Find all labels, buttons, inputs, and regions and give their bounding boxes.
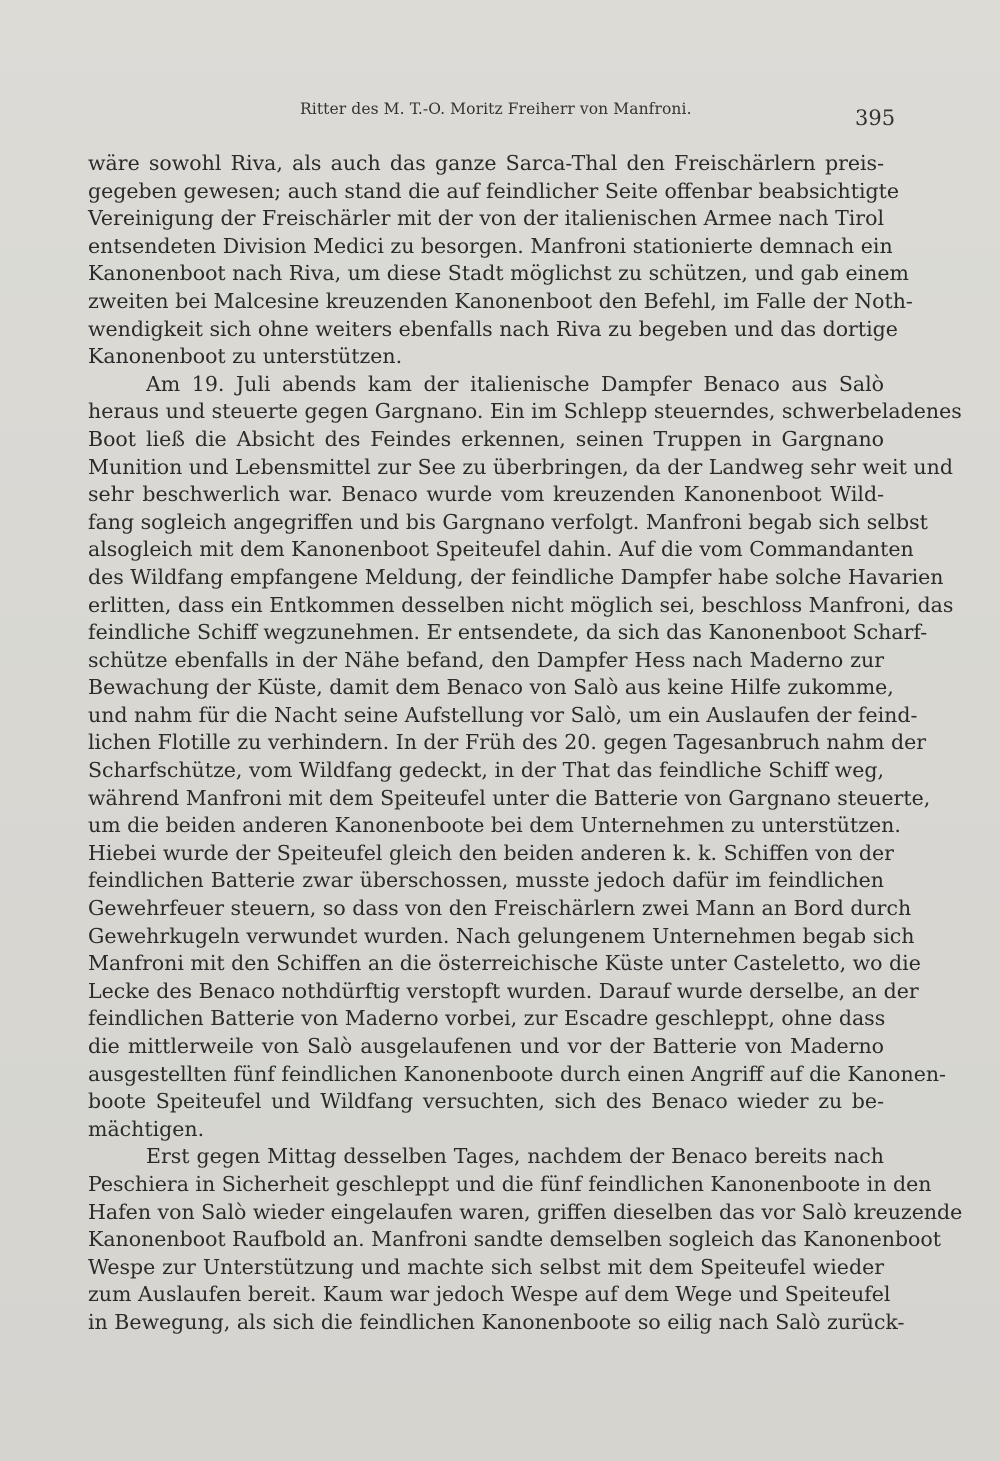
text-line: Kanonenboot nach Riva, um diese Stadt möglichst zu schützen, und gab einem	[88, 261, 909, 286]
text-line: feindliche Schiff wegzunehmen. Er entsendete, da sich das Kanonenboot Scharf-	[88, 620, 928, 645]
body-text	[88, 150, 963, 1337]
text-line: Manfroni mit den Schiffen an die österreichische Küste unter Casteletto, wo die	[88, 951, 921, 976]
text-line: Hafen von Salò wieder eingelaufen waren, griffen dieselben das vor Salò kreuzende	[88, 1199, 963, 1224]
text-line: feindlichen Batterie von Maderno vorbei, zur Escadre geschleppt, ohne dass	[88, 1006, 886, 1031]
text-line: alsogleich mit dem Kanonenboot Speiteufel dahin. Auf die vom Commandanten	[88, 537, 914, 562]
text-line: Wespe zur Unterstützung und machte sich selbst mit dem Speiteufel wieder	[88, 1254, 884, 1279]
text-line: in Bewegung, als sich die feindlichen Kanonenboote so eilig nach Salò zurück-	[88, 1309, 905, 1334]
text-line: wendigkeit sich ohne weiters ebenfalls nach Riva zu begeben und das dortige	[88, 316, 898, 341]
text-line: ausgestellten fünf feindlichen Kanonenboote durch einen Angriff auf die Kanonen-	[88, 1061, 946, 1086]
paragraph	[88, 150, 913, 371]
text-line: um die beiden anderen Kanonenboote bei dem Unternehmen zu unterstützen.	[88, 813, 901, 838]
text-line: die mittlerweile von Salò ausgelaufenen und vor der Batterie von Maderno	[88, 1034, 884, 1058]
text-line: Am 19. Juli abends kam der italienische Dampfer Benaco aus Salò	[146, 371, 884, 396]
text-line: Boot ließ die Absicht des Feindes erkennen, seinen Truppen in Gargnano	[88, 426, 884, 451]
text-line: Lecke des Benaco nothdürftig verstopft wurden. Darauf wurde derselbe, an der	[88, 978, 919, 1003]
text-line: Gewehrfeuer steuern, so dass von den Freischärlern zwei Mann an Bord durch	[88, 896, 912, 921]
text-line: Gewehrkugeln verwundet wurden. Nach gelungenem Unternehmen begab sich	[88, 923, 915, 948]
text-line: Peschiera in Sicherheit geschleppt und die fünf feindlichen Kanonenboote in den	[88, 1171, 932, 1196]
text-line: Erst gegen Mittag desselben Tages, nachdem der Benaco bereits nach	[146, 1144, 884, 1169]
text-line: Kanonenboot zu unterstützen.	[88, 344, 403, 369]
text-line: während Manfroni mit dem Speiteufel unter die Batterie von Gargnano steuerte,	[88, 785, 931, 810]
text-line: erlitten, dass ein Entkommen desselben nicht möglich sei, beschloss Manfroni, das	[88, 592, 954, 617]
text-line: Munition und Lebensmittel zur See zu überbringen, da der Landweg sehr weit und	[88, 454, 953, 479]
text-line: Scharfschütze, vom Wildfang gedeckt, in der That das feindliche Schiff weg,	[88, 758, 884, 783]
paragraph	[88, 1143, 963, 1336]
text-line: zweiten bei Malcesine kreuzenden Kanonenboot den Befehl, im Falle der Noth-	[88, 288, 913, 313]
text-line: des Wildfang empfangene Meldung, der feindliche Dampfer habe solche Havarien	[88, 564, 944, 589]
running-title: Ritter des M. T.-O. Moritz Freiherr von Manfroni.	[300, 100, 692, 118]
text-line: feindlichen Batterie zwar überschossen, musste jedoch dafür im feindlichen	[88, 868, 884, 893]
page-number: 395	[855, 106, 896, 130]
text-line: und nahm für die Nacht seine Aufstellung vor Salò, um ein Auslaufen der feind-	[88, 702, 918, 727]
text-line: fang sogleich angegriffen und bis Gargnano verfolgt. Manfroni begab sich selbst	[88, 509, 928, 534]
text-line: sehr beschwerlich war. Benaco wurde vom kreuzenden Kanonenboot Wild-	[88, 482, 884, 507]
text-line: mächtigen.	[88, 1116, 205, 1141]
text-line: boote Speiteufel und Wildfang versuchten, sich des Benaco wieder zu be-	[88, 1089, 884, 1114]
text-line: lichen Flotille zu verhindern. In der Früh des 20. gegen Tagesanbruch nahm der	[88, 730, 927, 755]
text-line: entsendeten Division Medici zu besorgen. Manfroni stationierte demnach ein	[88, 233, 893, 258]
text-line: Vereinigung der Freischärler mit der von der italienischen Armee nach Tirol	[88, 206, 884, 231]
text-line: Bewachung der Küste, damit dem Benaco von Salò aus keine Hilfe zukomme,	[88, 675, 894, 700]
text-line: heraus und steuerte gegen Gargnano. Ein im Schlepp steuerndes, schwerbeladenes	[88, 399, 962, 424]
text-line: Kanonenboot Raufbold an. Manfroni sandte demselben sogleich das Kanonenboot	[88, 1227, 941, 1252]
text-line: gegeben gewesen; auch stand die auf feindlicher Seite offenbar beabsichtigte	[88, 178, 900, 203]
paragraph	[88, 371, 962, 1144]
text-line: Hiebei wurde der Speiteufel gleich den beiden anderen k. k. Schiffen von der	[88, 840, 894, 865]
text-line: zum Auslaufen bereit. Kaum war jedoch Wespe auf dem Wege und Speiteufel	[88, 1282, 891, 1307]
text-line: wäre sowohl Riva, als auch das ganze Sarca-Thal den Freischärlern preis-	[88, 151, 884, 175]
text-line: schütze ebenfalls in der Nähe befand, den Dampfer Hess nach Maderno zur	[88, 647, 884, 672]
